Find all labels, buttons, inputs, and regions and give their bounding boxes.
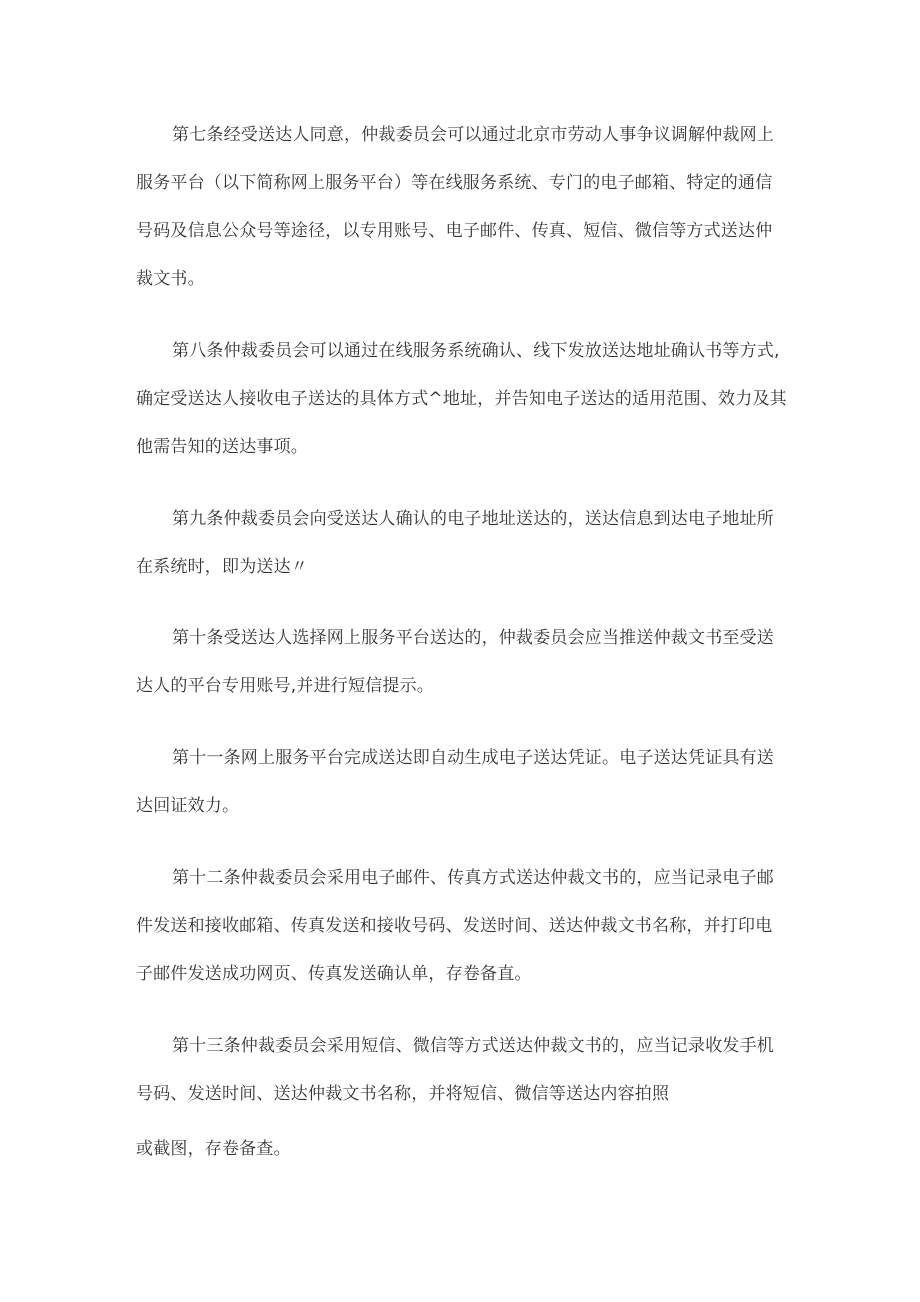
article-7-line-4: 裁文书。 [136,269,205,289]
article-13-line-3: 或截图，存卷备查。 [136,1139,291,1159]
article-12-line-1: 第十二条仲裁委员会采用电子邮件、传真方式送达仲裁文书的，应当记录电子邮 [172,868,774,888]
article-10-line-1: 第十条受送达人选择网上服务平台送达的，仲裁委员会应当推送仲裁文书至受送 [172,628,774,648]
article-12-line-2: 件发送和接收邮箱、传真发送和接收号码、发送时间、送达仲裁文书名称，并打印电 [136,916,773,936]
article-11-line-1: 第十一条网上服务平台完成送达即自动生成电子送达凭证。电子送达凭证具有送 [172,748,774,768]
article-7-line-2: 服务平台（以下简称网上服务平台）等在线服务系统、专门的电子邮箱、特定的通信 [136,173,773,193]
article-9-line-1: 第九条仲裁委员会向受送达人确认的电子地址送达的，送达信息到达电子地址所 [172,509,774,529]
article-11-line-2: 达回证效力。 [136,796,240,816]
article-12-line-3: 子邮件发送成功网页、传真发送确认单，存卷备直。 [136,964,532,984]
article-13-line-1: 第十三条仲裁委员会采用短信、微信等方式送达仲裁文书的，应当记录收发手机 [172,1036,774,1056]
article-7-line-1: 第七条经受送达人同意，仲裁委员会可以通过北京市劳动人事争议调解仲裁网上 [172,125,774,145]
article-8-line-3: 他需告知的送达事项。 [136,437,308,457]
article-9-line-2: 在系统时，即为送达〃 [136,557,308,577]
article-8-line-1: 第八条仲裁委员会可以通过在线服务系统确认、线下发放送达地址确认书等方式, [172,341,780,361]
article-7-line-3: 号码及信息公众号等途径，以专用账号、电子邮件、传真、短信、微信等方式送达仲 [136,221,773,241]
article-10-line-2: 达人的平台专用账号,并进行短信提示。 [136,676,435,696]
article-13-line-2: 号码、发送时间、送达仲裁文书名称，并将短信、微信等送达内容拍照 [136,1084,670,1104]
article-8-line-2: 确定受送达人接收电子送达的具体方式^地址，并告知电子送达的适用范围、效力及其 [136,389,787,409]
